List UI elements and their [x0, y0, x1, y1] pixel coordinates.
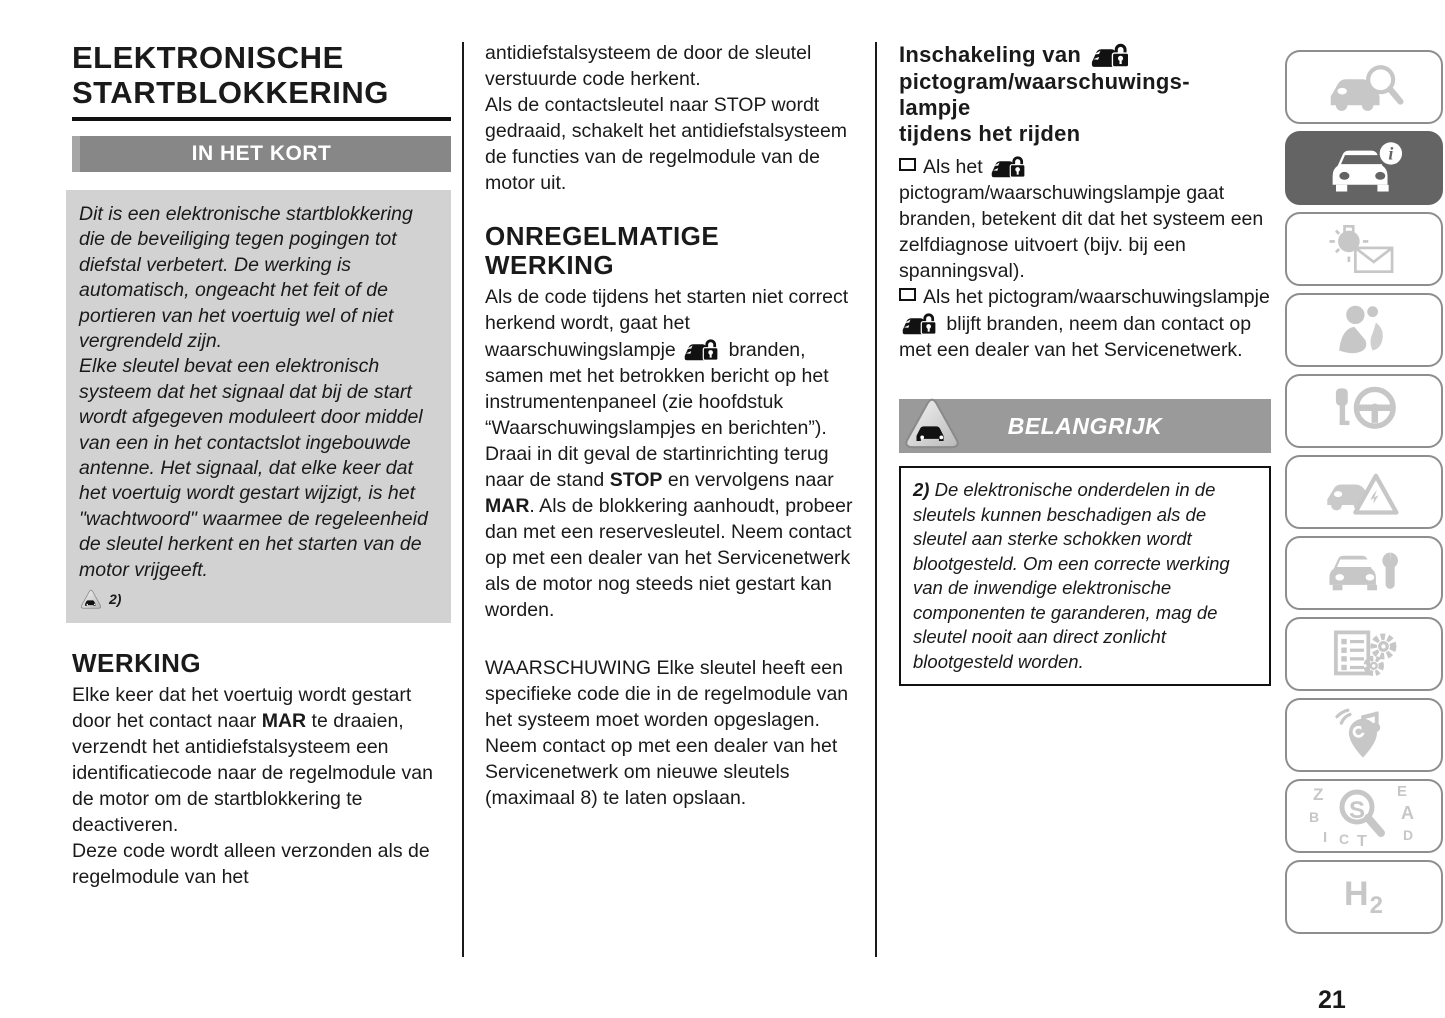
column-divider-1 — [462, 42, 464, 957]
warning-triangle-car-icon — [79, 589, 103, 611]
paragraph-gap — [485, 623, 861, 655]
checklist-gears-icon — [1308, 627, 1420, 681]
car-info-icon — [1308, 140, 1420, 196]
car-wrench-icon — [1308, 546, 1420, 600]
sidebar-tab-technical-data[interactable] — [1285, 617, 1443, 691]
bullet-paragraph-2: Als het pictogram/waarschuwingslampje blijft branden, neem dan contact op met een dealer van het Servicenetwerk. — [899, 286, 1270, 361]
sidebar-tab-multimedia[interactable] — [1285, 698, 1443, 772]
belangrijk-banner — [899, 399, 1271, 453]
important-note-box: 2) De elektronische onderdelen in de sleutels kunnen beschadigen als de sleutel aan sterke schokken wordt blootgesteld. Om een correcte werking van de inwendige elektronische componenten te garanderen, mag de sleutel nooit aan direct zonlicht blootgesteld worden. — [899, 466, 1271, 686]
sidebar-tab-starting-driving[interactable] — [1285, 374, 1443, 448]
square-bullet-icon — [899, 158, 916, 171]
column-divider-2 — [875, 42, 877, 957]
page-title-line2: STARTBLOKKERING — [72, 75, 389, 110]
sidebar-tab-vehicle-overview[interactable] — [1285, 50, 1443, 124]
sidebar-tab-dashboard-info[interactable] — [1285, 131, 1443, 205]
h2-label: $H_2$ — [1344, 874, 1384, 919]
bullet-paragraph-1: Als het pictogram/waarschuwingslampje gaat branden, betekent dit dat het systeem een zelfdiagnose uitvoert (bijv. bij een spanningsval). — [899, 153, 1271, 284]
note-ref-number: 2) — [109, 591, 122, 608]
multimedia-nav-icon — [1312, 708, 1416, 762]
sidebar-tab-h2[interactable] — [1285, 860, 1443, 934]
sidebar-tab-maintenance[interactable] — [1285, 536, 1443, 610]
car-lock-warning-icon — [990, 153, 1028, 179]
in-het-kort-label: IN HET KORT — [191, 142, 332, 165]
in-het-kort-banner — [72, 136, 451, 172]
chapter-tab-sidebar — [1285, 50, 1445, 941]
onregelmatige-paragraph: Als de code tijdens het starten niet correct herkend wordt, gaat het waarschuwingslampje branden, samen met het betrokken bericht op het instrumentenpaneel (zie hoofdstuk “Waarschuwingslampjes en berichten”). Draai in dit geval de startinrichting terug naar de stand STOP en vervolgens naar MAR. Als de blokkering aanhoudt, probeer dan met een reservesleutel. Neem contact op met een dealer van het Servicenetwerk als de motor nog steeds niet gestart kan worden. — [485, 286, 853, 621]
note-ref-number: 2) — [913, 479, 930, 500]
page-number: 21 — [1318, 986, 1346, 1014]
sidebar-tab-safety[interactable] — [1285, 293, 1443, 367]
key-steering-wheel-icon — [1310, 384, 1418, 438]
sidebar-tab-warning-lights-messages[interactable] — [1285, 212, 1443, 286]
sidebar-tab-emergency[interactable] — [1285, 455, 1443, 529]
intro-highlight-box — [66, 190, 451, 623]
intro-paragraph-1: Dit is een elektronische startblokkering die de beveiliging tegen pogingen tot diefstal verbetert. De werking is automatisch, ongeacht het feit of de portieren van het voertuig wel of niet vergrendeld zijn. — [79, 203, 413, 353]
car-lock-warning-icon — [1090, 40, 1132, 69]
square-bullet-icon — [899, 288, 916, 301]
car-magnifier-icon — [1308, 61, 1420, 113]
warning-light-message-icon — [1308, 222, 1420, 276]
note-reference-line — [79, 587, 438, 612]
page-title-line1: ELEKTRONISCHE — [72, 40, 344, 75]
column-right — [899, 40, 1271, 686]
section-heading-inschakeling: Inschakeling van pictogram/waarschuwings- lampje tijdens het rijden — [899, 42, 1190, 146]
column-left — [72, 40, 451, 890]
werking-paragraph: Elke keer dat het voertuig wordt gestart door het contact naar MAR te draaien, verzendt het antidiefstalsysteem een identificatiecode naar de regelmodule van de motor om de startblokkering te deactiveren. Deze code wordt alleen verzonden als de regelmodule van het — [72, 683, 433, 888]
airbag-person-icon — [1312, 303, 1416, 357]
intro-paragraph-2: Elke sleutel bevat een elektronisch systeem dat het signaal dat bij de start wordt afgegeven moduleert door middel van een in het contactslot ingebouwde antenne. Het signaal, dat elke keer dat het voertuig wordt gestart wijzigt, is het "wachtwoord" waarmee de regeleenheid de sleutel herkent en het starten van de motor vrijgeeft. — [79, 355, 428, 581]
magnifier-icon — [1327, 783, 1397, 845]
car-lock-warning-icon — [683, 336, 721, 362]
column-middle — [485, 40, 861, 811]
col2-paragraph-1: antidiefstalsysteem de door de sleutel verstuurde code herkent. Als de contactsleutel naar STOP wordt gedraaid, schakelt het antidiefstalsysteem de functies van de regelmodule van de motor uit. — [485, 42, 848, 194]
svg-text:i: i — [1388, 143, 1394, 164]
waarschuwing-paragraph: WAARSCHUWING Elke sleutel heeft een specifieke code die in de regelmodule van het systeem moet worden opgeslagen. Neem contact op met een dealer van het Servicenetwerk om nieuwe sleutels (maximaal 8) te laten opslaan. — [485, 657, 849, 809]
car-warning-triangle-icon — [1308, 465, 1420, 519]
section-heading-werking: WERKING — [72, 647, 202, 678]
car-lock-warning-icon — [901, 310, 939, 336]
warning-triangle-car-icon — [901, 396, 963, 455]
sidebar-tab-index[interactable] — [1285, 779, 1443, 853]
section-heading-onregelmatige-werking: ONREGELMATIGE WERKING — [485, 221, 720, 280]
stop-keyword: STOP — [609, 469, 663, 491]
mar-keyword: MAR — [485, 495, 530, 517]
page-title — [72, 40, 451, 121]
index-letters-icon: Z E B A I C T D S — [1309, 783, 1414, 850]
mar-keyword: MAR — [261, 709, 307, 732]
belangrijk-label: BELANGRIJK — [1007, 412, 1163, 439]
